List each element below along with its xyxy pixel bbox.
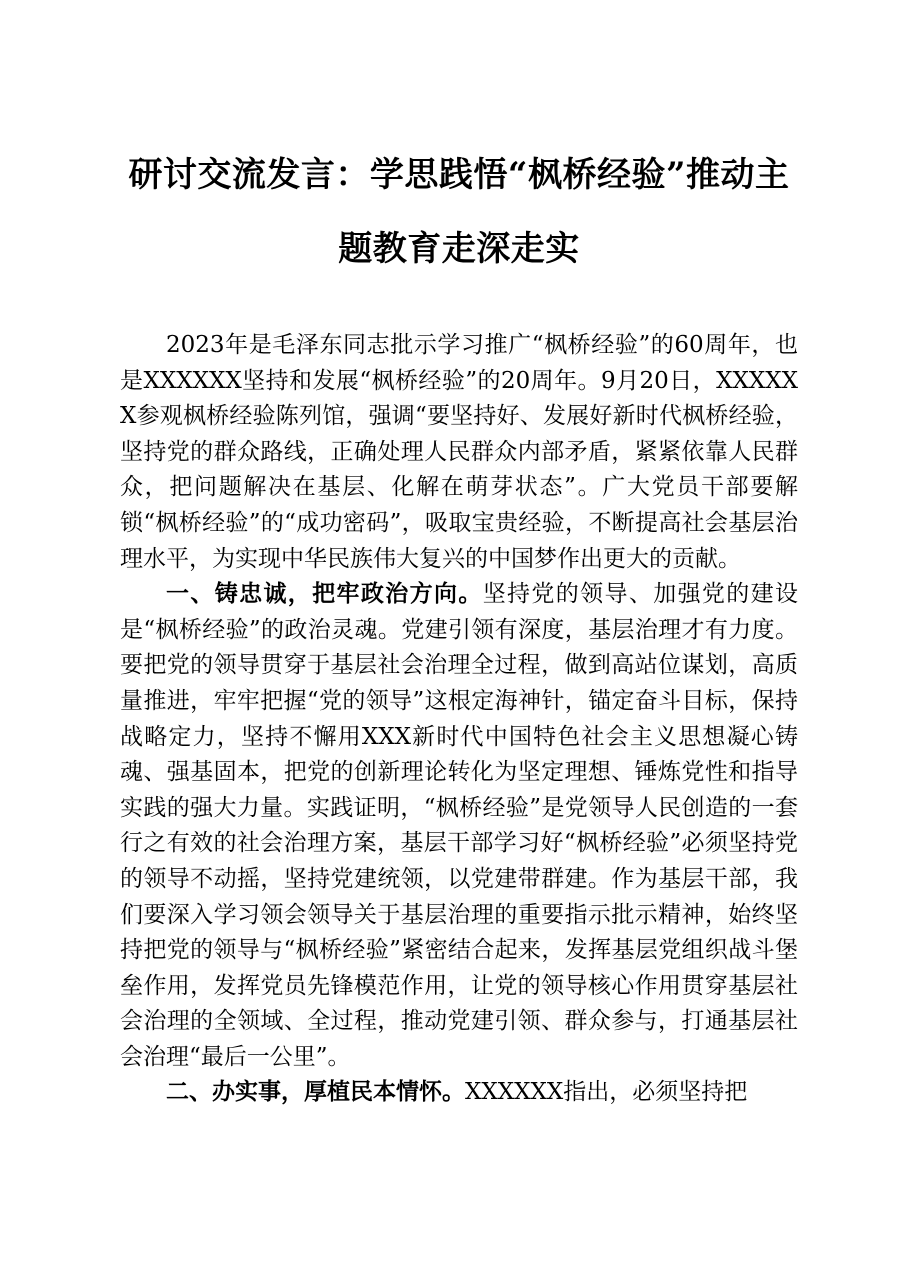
paragraph-section-2 xyxy=(120,1075,798,1111)
title-line-1: 研讨交流发言：学思践悟“枫桥经验”推动主 xyxy=(128,155,790,195)
title-line-2: 题教育走深走实 xyxy=(338,229,580,269)
paragraph-heading: 二、办实事，厚植民本情怀。 xyxy=(166,1079,465,1106)
paragraph-text: 坚持党的领导、加强党的建设是“枫桥经验”的政治灵魂。党建引领有深度，基层治理才有力度。要把党的领导贯穿于基层社会治理全过程，做到高站位谋划，高质量推进，牢牢把握“党的领导”这根定海神针，锚定奋斗目标，保持战略定力，坚持不懈用XXX新时代中国特色社会主义思想凝心铸魂、强基固本，把党的创新理论转化为坚定理想、锤炼党性和指导实践的强大力量。实践证明，“枫桥经验”是党领导人民创造的一套行之有效的社会治理方案，基层干部学习好“枫桥经验”必须坚持党的领导不动摇，坚持党建统领，以党建带群建。作为基层干部，我们要深入学习领会领导关于基层治理的重要指示批示精神，始终坚持把党的领导与“枫桥经验”紧密结合起来，发挥基层党组织战斗堡垒作用，发挥党员先锋模范作用，让党的领导核心作用贯穿基层社会治理的全领域、全过程，推动党建引领、群众参与，打通基层社会治理“最后一公里”。 xyxy=(120,581,799,1070)
paragraph-section-1 xyxy=(120,577,798,1075)
paragraph-heading: 一、铸忠诚，把牢政治方向。 xyxy=(166,581,483,608)
paragraph-intro xyxy=(120,328,798,577)
document-title xyxy=(120,138,798,286)
paragraph-text: 2023年是毛泽东同志批示学习推广“枫桥经验”的60周年，也是XXXXXX坚持和发展“枫桥经验”的20周年。9月20日，XXXXXX参观枫桥经验陈列馆，强调“要坚持好、发展好新时代枫桥经验，坚持党的群众路线，正确处理人民群众内部矛盾，紧紧依靠人民群众，把问题解决在基层、化解在萌芽状态”。广大党员干部要解锁“枫桥经验”的“成功密码”，吸取宝贵经验，不断提高社会基层治理水平，为实现中华民族伟大复兴的中国梦作出更大的贡献。 xyxy=(120,332,798,572)
document-page xyxy=(120,138,798,1111)
document-body xyxy=(120,328,798,1111)
paragraph-text: XXXXXX指出，必须坚持把 xyxy=(465,1079,748,1106)
